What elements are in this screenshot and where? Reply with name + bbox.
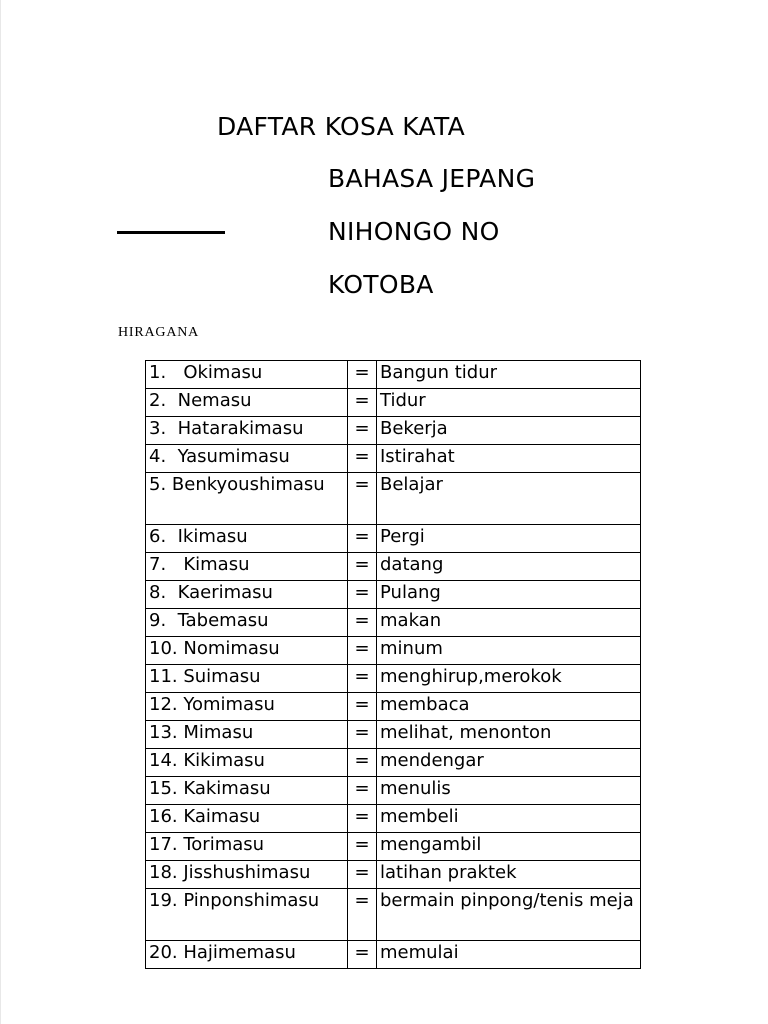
table-row <box>146 389 641 417</box>
equals-cell: = <box>348 833 377 861</box>
vocab-meaning-cell: membaca <box>377 693 641 721</box>
table-row <box>146 861 641 889</box>
table-row <box>146 721 641 749</box>
equals-cell: = <box>348 749 377 777</box>
equals-cell: = <box>348 665 377 693</box>
equals-cell: = <box>348 889 377 941</box>
vocab-word-cell: 17. Torimasu <box>146 833 348 861</box>
section-label: HIRAGANA <box>118 325 200 340</box>
table-row <box>146 805 641 833</box>
table-row <box>146 417 641 445</box>
table-row <box>146 553 641 581</box>
equals-cell: = <box>348 609 377 637</box>
vocab-meaning-cell: menghirup,merokok <box>377 665 641 693</box>
equals-cell: = <box>348 417 377 445</box>
equals-cell: = <box>348 805 377 833</box>
vocab-word-cell: 15. Kakimasu <box>146 777 348 805</box>
table-row <box>146 361 641 389</box>
vocab-word-cell: 12. Yomimasu <box>146 693 348 721</box>
vocab-meaning-cell: memulai <box>377 941 641 969</box>
equals-cell: = <box>348 361 377 389</box>
vocab-word-cell: 3. Hatarakimasu <box>146 417 348 445</box>
equals-cell: = <box>348 861 377 889</box>
table-row <box>146 777 641 805</box>
table-row <box>146 525 641 553</box>
equals-cell: = <box>348 389 377 417</box>
table-row <box>146 941 641 969</box>
vocab-meaning-cell: melihat, menonton <box>377 721 641 749</box>
vocab-meaning-cell: Istirahat <box>377 445 641 473</box>
horizontal-rule <box>117 231 225 234</box>
vocab-word-cell: 11. Suimasu <box>146 665 348 693</box>
vocab-meaning-cell: Pergi <box>377 525 641 553</box>
vocab-word-cell: 19. Pinponshimasu <box>146 889 348 941</box>
table-row <box>146 609 641 637</box>
vocab-meaning-cell: makan <box>377 609 641 637</box>
equals-cell: = <box>348 721 377 749</box>
equals-cell: = <box>348 637 377 665</box>
vocab-meaning-cell: mendengar <box>377 749 641 777</box>
equals-cell: = <box>348 581 377 609</box>
vocab-meaning-cell: Pulang <box>377 581 641 609</box>
vocab-word-cell: 1. Okimasu <box>146 361 348 389</box>
vocab-word-cell: 20. Hajimemasu <box>146 941 348 969</box>
table-row <box>146 665 641 693</box>
vocab-meaning-cell: latihan praktek <box>377 861 641 889</box>
vocab-meaning-cell: Tidur <box>377 389 641 417</box>
equals-cell: = <box>348 941 377 969</box>
vocab-word-cell: 6. Ikimasu <box>146 525 348 553</box>
table-row <box>146 581 641 609</box>
table-row <box>146 749 641 777</box>
vocabulary-table-body <box>146 361 641 969</box>
vocab-word-cell: 8. Kaerimasu <box>146 581 348 609</box>
table-row <box>146 693 641 721</box>
table-row <box>146 637 641 665</box>
title-line-4: KOTOBA <box>328 270 434 299</box>
vocab-meaning-cell: datang <box>377 553 641 581</box>
vocab-meaning-cell: Bangun tidur <box>377 361 641 389</box>
vocab-meaning-cell: mengambil <box>377 833 641 861</box>
equals-cell: = <box>348 525 377 553</box>
vocab-meaning-cell: membeli <box>377 805 641 833</box>
vocab-word-cell: 7. Kimasu <box>146 553 348 581</box>
vocab-word-cell: 4. Yasumimasu <box>146 445 348 473</box>
vocab-word-cell: 14. Kikimasu <box>146 749 348 777</box>
vocab-meaning-cell: bermain pinpong/tenis meja <box>377 889 641 941</box>
equals-cell: = <box>348 553 377 581</box>
vocab-word-cell: 2. Nemasu <box>146 389 348 417</box>
vocab-meaning-cell: menulis <box>377 777 641 805</box>
vocabulary-table <box>145 360 641 969</box>
vocab-meaning-cell: minum <box>377 637 641 665</box>
vocab-word-cell: 9. Tabemasu <box>146 609 348 637</box>
vocab-word-cell: 10. Nomimasu <box>146 637 348 665</box>
title-line-2: BAHASA JEPANG <box>328 164 536 193</box>
table-row <box>146 889 641 941</box>
vocab-meaning-cell: Belajar <box>377 473 641 525</box>
vocab-meaning-cell: Bekerja <box>377 417 641 445</box>
equals-cell: = <box>348 777 377 805</box>
vocab-word-cell: 5. Benkyoushimasu <box>146 473 348 525</box>
title-line-1: DAFTAR KOSA KATA <box>217 112 466 141</box>
table-row <box>146 473 641 525</box>
page-edge <box>0 0 1 1024</box>
vocab-word-cell: 13. Mimasu <box>146 721 348 749</box>
equals-cell: = <box>348 693 377 721</box>
vocab-word-cell: 18. Jisshushimasu <box>146 861 348 889</box>
title-line-3: NIHONGO NO <box>328 217 500 246</box>
vocab-word-cell: 16. Kaimasu <box>146 805 348 833</box>
table-row <box>146 833 641 861</box>
table-row <box>146 445 641 473</box>
equals-cell: = <box>348 473 377 525</box>
equals-cell: = <box>348 445 377 473</box>
